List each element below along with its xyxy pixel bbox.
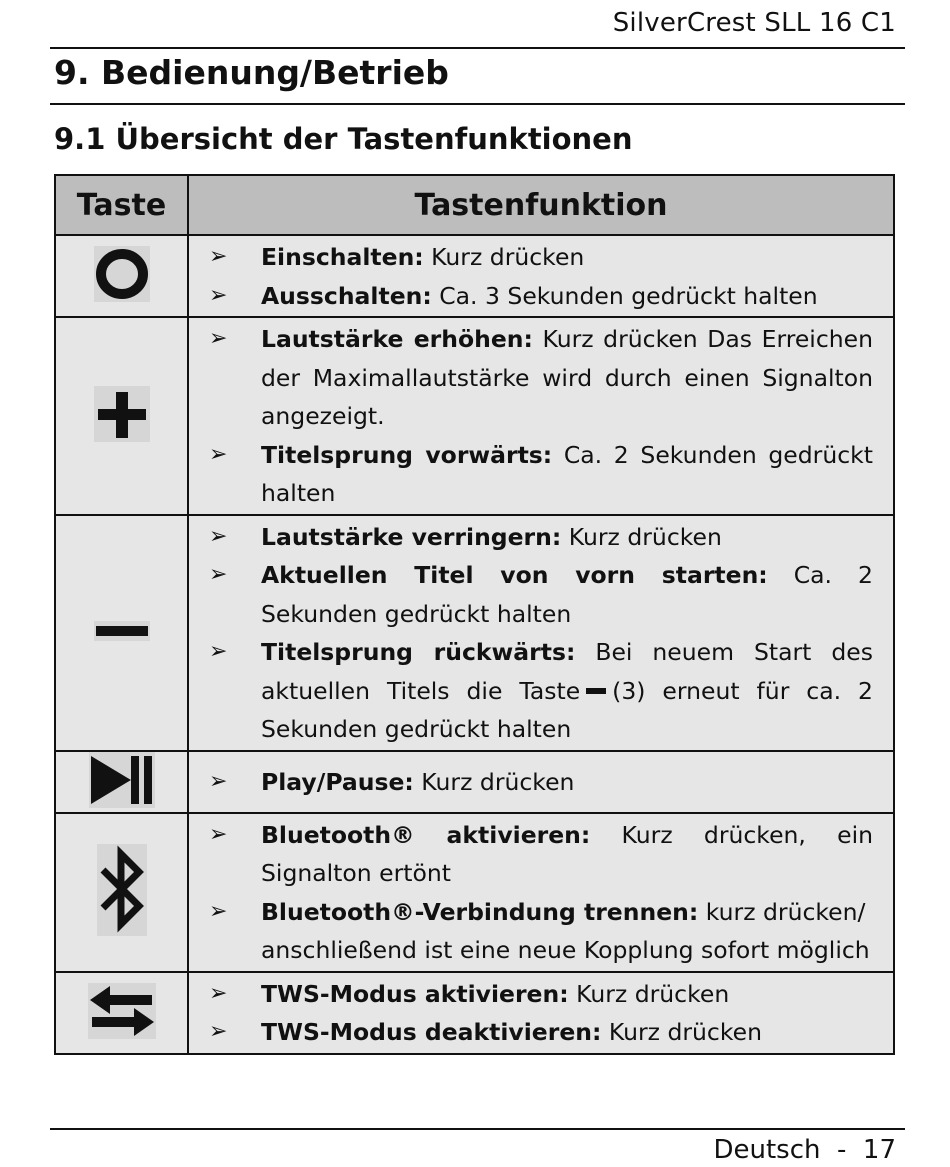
item-label: Lautstärke verringern:	[261, 522, 562, 551]
function-cell	[188, 813, 894, 972]
list-item	[207, 763, 873, 802]
item-label: Titelsprung vorwärts:	[261, 440, 553, 469]
running-header: SilverCrest SLL 16 C1	[612, 8, 896, 38]
function-cell	[188, 751, 894, 813]
item-text: Kurz drücken	[561, 522, 722, 551]
item-text: Ca. 2 Sekunden gedrückt halten	[261, 440, 873, 507]
section-rule	[50, 103, 905, 105]
key-function-table	[54, 174, 895, 1055]
item-label: Einschalten:	[261, 243, 424, 271]
item-label: Aktuellen Titel von vorn starten:	[261, 561, 768, 589]
arrow-bullet-icon: ➢	[209, 562, 228, 587]
item-text: Kurz drücken	[601, 1018, 762, 1046]
item-label: Bluetooth®-Verbindung trennen:	[261, 897, 699, 926]
item-label: TWS-Modus aktivieren:	[261, 979, 569, 1008]
table-row	[55, 317, 894, 515]
table-row	[55, 235, 894, 317]
inline-minus-icon	[586, 688, 606, 694]
item-text: kurz drücken/ anschließend ist eine neue Kopplung sofort möglich	[261, 897, 870, 964]
item-text: Kurz drücken Das Erreichen der Maximallautstärke wird durch einen Signalton angezeigt.	[261, 325, 873, 430]
column-header-function: Tastenfunktion	[188, 175, 894, 235]
arrow-bullet-icon: ➢	[209, 523, 228, 549]
play-pause-icon	[89, 752, 155, 808]
list-item	[207, 975, 873, 1014]
list-item	[207, 633, 873, 749]
item-label: Bluetooth® aktivieren:	[261, 820, 591, 849]
item-label: Play/Pause:	[261, 767, 414, 796]
arrow-bullet-icon: ➢	[209, 326, 228, 351]
key-cell	[55, 235, 188, 317]
list-item	[207, 436, 873, 513]
list-item	[207, 893, 873, 970]
item-text: Ca. 2 Sekunden gedrückt halten	[261, 561, 874, 628]
list-item	[207, 1013, 873, 1052]
table-header-row	[55, 175, 894, 235]
list-item	[207, 277, 873, 316]
list-item	[207, 320, 873, 436]
tws-arrows-icon	[88, 983, 156, 1039]
key-cell	[55, 317, 188, 515]
key-cell	[55, 972, 188, 1054]
item-text: Kurz drücken, ein Signalton ertönt	[261, 820, 873, 887]
section-title: 9. Bedienung/Betrieb	[54, 53, 449, 92]
key-cell	[55, 515, 188, 751]
function-cell	[188, 972, 894, 1054]
power-icon	[94, 246, 150, 302]
arrow-bullet-icon: ➢	[209, 282, 228, 308]
item-label: Lautstärke erhöhen:	[261, 325, 533, 353]
list-item	[207, 238, 873, 277]
arrow-bullet-icon: ➢	[209, 244, 228, 269]
item-text-continued: (3) erneut für ca. 2 Sekunden gedrückt halten	[261, 676, 874, 743]
arrow-bullet-icon: ➢	[209, 639, 228, 664]
item-text: Kurz drücken	[423, 243, 585, 271]
item-text: Kurz drücken	[568, 979, 730, 1008]
table-row	[55, 813, 894, 972]
list-item	[207, 556, 873, 633]
arrow-bullet-icon: ➢	[209, 980, 228, 1006]
minus-icon	[94, 621, 150, 641]
plus-icon	[94, 386, 150, 442]
function-cell	[188, 515, 894, 751]
function-cell	[188, 235, 894, 317]
item-label: Ausschalten:	[261, 281, 432, 310]
item-text: Ca. 3 Sekunden gedrückt halten	[431, 281, 818, 310]
arrow-bullet-icon: ➢	[209, 1019, 228, 1044]
footer-rule	[50, 1128, 905, 1130]
column-header-key: Taste	[55, 175, 188, 235]
arrow-bullet-icon: ➢	[209, 768, 228, 794]
page-footer: Deutsch - 17	[713, 1135, 896, 1165]
bluetooth-icon	[97, 844, 147, 936]
table-row	[55, 515, 894, 751]
list-item	[207, 816, 873, 893]
header-rule	[50, 47, 905, 49]
arrow-bullet-icon: ➢	[209, 821, 228, 847]
item-label: Titelsprung rückwärts:	[261, 638, 576, 666]
table-row	[55, 751, 894, 813]
key-cell	[55, 751, 188, 813]
list-item	[207, 518, 873, 557]
table-row	[55, 972, 894, 1054]
arrow-bullet-icon: ➢	[209, 898, 228, 924]
function-cell	[188, 317, 894, 515]
item-label: TWS-Modus deaktivieren:	[261, 1018, 602, 1046]
arrow-bullet-icon: ➢	[209, 441, 228, 467]
item-text: Bei neuem Start des aktuellen Titels die Taste	[261, 638, 873, 705]
key-cell	[55, 813, 188, 972]
item-text: Kurz drücken	[413, 767, 575, 796]
subsection-title: 9.1 Übersicht der Tastenfunktionen	[54, 122, 633, 156]
